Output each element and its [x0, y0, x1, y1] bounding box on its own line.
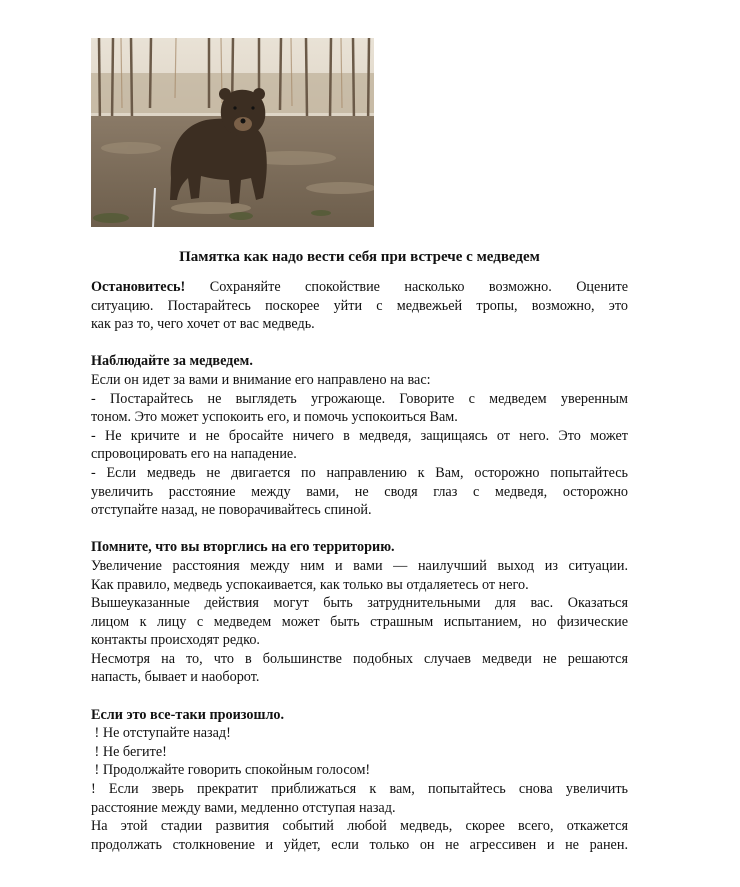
section-remember-line: Увеличение расстояния между ним и вами — наилучший выход из ситуации. [91, 557, 628, 574]
section-watch-line: Если он идет за вами и внимание его направлено на вас: [91, 371, 431, 388]
section-remember-line: напасть, бывает и наоборот. [91, 669, 260, 686]
section-remember-line: Как правило, медведь успокаивается, как только вы отдаляетесь от него. [91, 576, 529, 593]
section-remember-line: контакты происходят редко. [91, 632, 260, 649]
section-remember-heading: Помните, что вы вторглись на его территорию. [91, 539, 395, 556]
section-remember-line: Несмотря на то, что в большинстве подобных случаев медведи не решаются [91, 650, 628, 667]
section-if-happened-line: расстояние между вами, медленно отступая назад. [91, 799, 396, 816]
section-if-happened-line: ! Не бегите! [91, 743, 167, 760]
section-watch-line: отступайте назад, не поворачивайтесь спиной. [91, 502, 372, 519]
section-if-happened-line: ! Если зверь прекратит приближаться к вам, попытайтесь снова увеличить [91, 781, 628, 798]
section-stop [91, 278, 628, 334]
section-stop-text: Сохраняйте спокойствие насколько возможно. Оцените [209, 279, 629, 295]
section-if-happened [91, 706, 628, 855]
section-stop-heading: Остановитесь! [91, 279, 186, 295]
section-watch-line: - Не кричите и не бросайте ничего в медведя, защищаясь от него. Это может [91, 427, 628, 444]
memo-content [91, 278, 628, 854]
section-watch-line: - Постарайтесь не выглядеть угрожающе. Говорите с медведем уверенным [91, 390, 628, 407]
section-watch-line: спровоцировать его на нападение. [91, 446, 297, 463]
section-if-happened-line: ! Продолжайте говорить спокойным голосом! [91, 762, 371, 779]
page-title: Памятка как надо вести себя при встрече с медведем [179, 249, 540, 265]
bear-photo [91, 38, 374, 227]
section-watch-line: увеличить расстояние между вами, не сводя глаз с медведя, осторожно [91, 483, 628, 500]
section-stop-text: ситуацию. Постарайтесь поскорее уйти с медвежьей тропы, возможно, это [91, 297, 628, 314]
section-if-happened-line: продолжать столкновение и уйдет, если только он не агрессивен и не ранен. [91, 836, 628, 853]
section-stop-text: как раз то, чего хочет от вас медведь. [91, 316, 315, 333]
section-watch [91, 352, 628, 519]
section-watch-heading: Наблюдайте за медведем. [91, 353, 253, 370]
section-watch-line: тоном. Это может успокоить его, и помочь успокоиться Вам. [91, 409, 458, 426]
section-remember-line: лицом к лицу с медведем может быть страшным испытанием, но физические [91, 613, 628, 630]
section-remember [91, 538, 628, 687]
section-if-happened-line: На этой стадии развития событий любой медведь, скорее всего, откажется [91, 818, 628, 835]
section-if-happened-heading: Если это все-таки произошло. [91, 706, 285, 723]
section-watch-line: - Если медведь не двигается по направлению к Вам, осторожно попытайтесь [91, 464, 628, 481]
section-remember-line: Вышеуказанные действия могут быть затруднительными для вас. Оказаться [91, 595, 628, 612]
section-if-happened-line: ! Не отступайте назад! [91, 725, 231, 742]
